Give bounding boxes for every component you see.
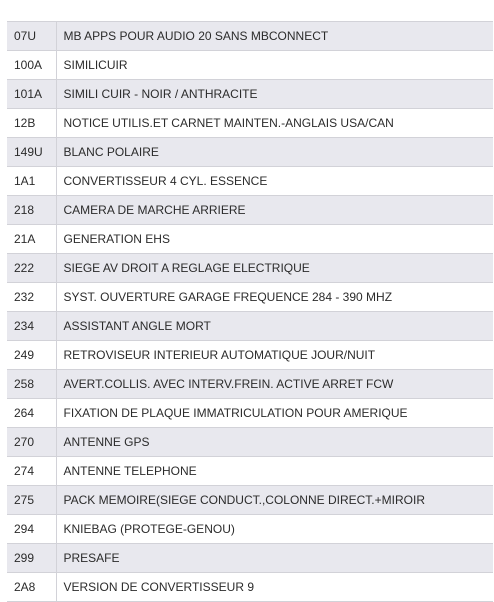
option-code: 149U (7, 138, 56, 167)
option-description: VERSION DE CONVERTISSEUR 9 (56, 573, 493, 602)
option-description: PRESAFE (56, 544, 493, 573)
option-description: FIXATION DE PLAQUE IMMATRICULATION POUR AMERIQUE (56, 399, 493, 428)
option-code: 299 (7, 544, 56, 573)
option-description: ASSISTANT ANGLE MORT (56, 312, 493, 341)
table-row (7, 283, 493, 312)
option-code: 21A (7, 225, 56, 254)
option-description: GENERATION EHS (56, 225, 493, 254)
option-codes-table (7, 21, 493, 602)
option-description: RETROVISEUR INTERIEUR AUTOMATIQUE JOUR/NUIT (56, 341, 493, 370)
table-row (7, 80, 493, 109)
table-row (7, 573, 493, 602)
options-table-container (7, 21, 493, 602)
table-row (7, 312, 493, 341)
table-row (7, 225, 493, 254)
table-row (7, 428, 493, 457)
option-code: 294 (7, 515, 56, 544)
option-code: 258 (7, 370, 56, 399)
option-code: 264 (7, 399, 56, 428)
option-code: 249 (7, 341, 56, 370)
table-row (7, 109, 493, 138)
option-description: KNIEBAG (PROTEGE-GENOU) (56, 515, 493, 544)
option-description: BLANC POLAIRE (56, 138, 493, 167)
option-description: PACK MEMOIRE(SIEGE CONDUCT.,COLONNE DIRECT.+MIROIR (56, 486, 493, 515)
option-code: 07U (7, 22, 56, 51)
option-description: ANTENNE TELEPHONE (56, 457, 493, 486)
option-description: SIMILICUIR (56, 51, 493, 80)
option-description: CAMERA DE MARCHE ARRIERE (56, 196, 493, 225)
option-code: 12B (7, 109, 56, 138)
option-description: SIEGE AV DROIT A REGLAGE ELECTRIQUE (56, 254, 493, 283)
table-row (7, 22, 493, 51)
table-row (7, 196, 493, 225)
option-description: SYST. OUVERTURE GARAGE FREQUENCE 284 - 390 MHZ (56, 283, 493, 312)
option-description: MB APPS POUR AUDIO 20 SANS MBCONNECT (56, 22, 493, 51)
table-row (7, 370, 493, 399)
table-row (7, 167, 493, 196)
table-row (7, 138, 493, 167)
table-row (7, 486, 493, 515)
option-code: 234 (7, 312, 56, 341)
option-description: CONVERTISSEUR 4 CYL. ESSENCE (56, 167, 493, 196)
option-codes-body (7, 22, 493, 602)
table-row (7, 254, 493, 283)
option-code: 2A8 (7, 573, 56, 602)
option-description: ANTENNE GPS (56, 428, 493, 457)
option-code: 100A (7, 51, 56, 80)
option-code: 101A (7, 80, 56, 109)
table-row (7, 515, 493, 544)
option-code: 218 (7, 196, 56, 225)
option-code: 270 (7, 428, 56, 457)
option-code: 222 (7, 254, 56, 283)
option-code: 1A1 (7, 167, 56, 196)
option-description: SIMILI CUIR - NOIR / ANTHRACITE (56, 80, 493, 109)
table-row (7, 341, 493, 370)
option-description: NOTICE UTILIS.ET CARNET MAINTEN.-ANGLAIS USA/CAN (56, 109, 493, 138)
table-row (7, 399, 493, 428)
option-description: AVERT.COLLIS. AVEC INTERV.FREIN. ACTIVE ARRET FCW (56, 370, 493, 399)
option-code: 275 (7, 486, 56, 515)
table-row (7, 51, 493, 80)
table-row (7, 457, 493, 486)
option-code: 274 (7, 457, 56, 486)
option-code: 232 (7, 283, 56, 312)
table-row (7, 544, 493, 573)
